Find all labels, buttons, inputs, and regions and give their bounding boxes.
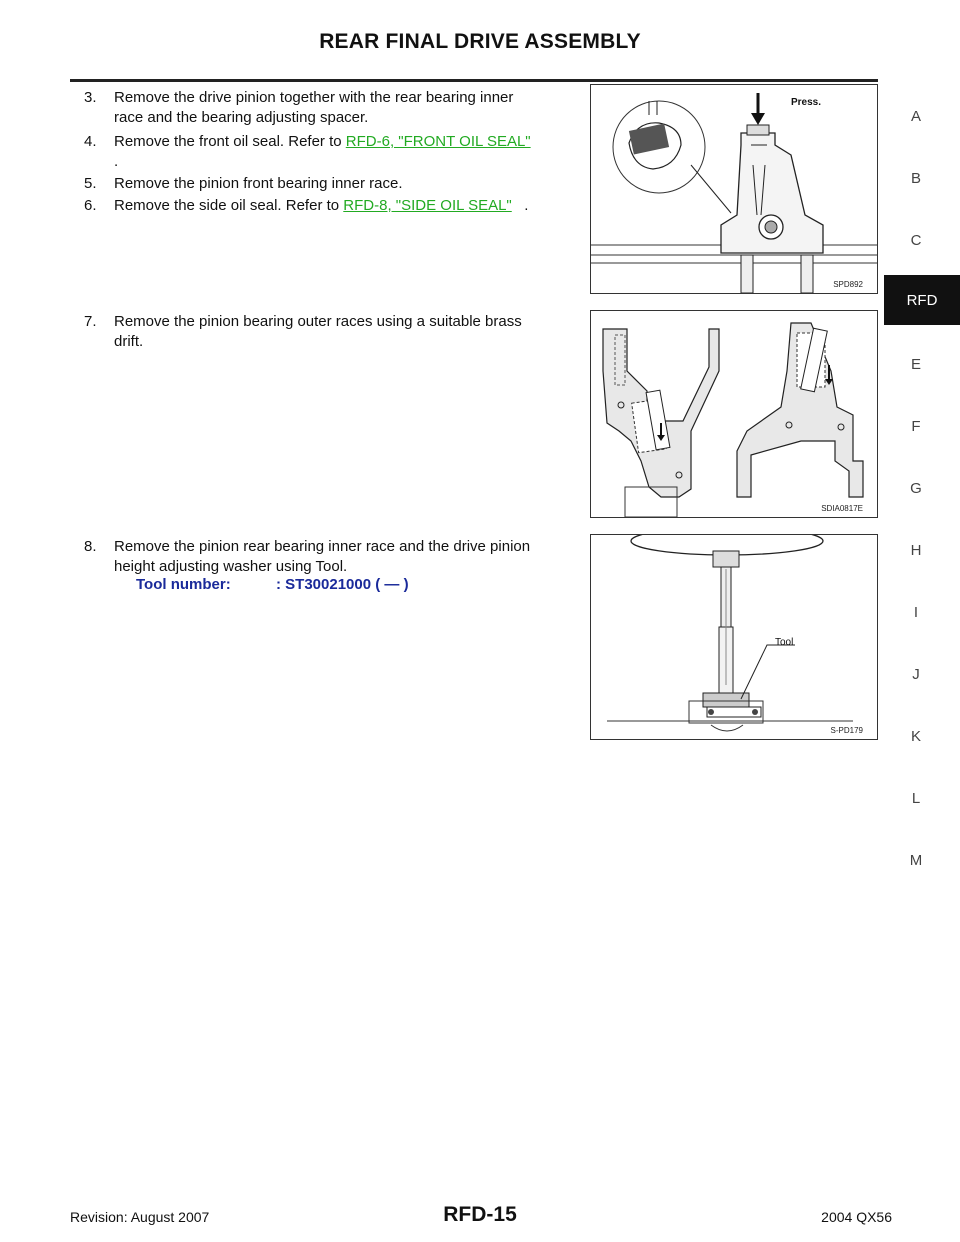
sidebar-letter-b[interactable]: B [910,170,921,187]
sidebar-letter-j[interactable]: J [912,666,920,683]
figure-code: S-PD179 [830,726,863,735]
front-oil-seal-link[interactable]: RFD-6, "FRONT OIL SEAL" [345,133,531,150]
step-8 [80,537,578,577]
sidebar-letter-a[interactable]: A [910,108,921,125]
figure-press-pinion [590,84,878,294]
step-number: 3. [84,89,97,106]
press-callout: Press. [791,97,822,108]
sidebar-letter-f[interactable]: F [911,418,921,435]
step-text-after: . [524,197,529,214]
sidebar-letter-e[interactable]: E [910,356,921,373]
sidebar-letter-m[interactable]: M [909,852,923,869]
tool-number-line [136,576,409,593]
side-oil-seal-link[interactable]: RFD-8, "SIDE OIL SEAL" [343,197,512,214]
outer-races-illustration [591,311,877,517]
footer-model: 2004 QX56 [821,1209,892,1225]
tool-number-label: Tool number: [136,576,231,593]
step-text-line: Remove the pinion bearing outer races using a suitable brass [114,313,522,330]
step-number: 8. [84,538,97,555]
step-text-line: height adjusting washer using Tool. [114,558,348,575]
step-number: 7. [84,313,97,330]
step-text-line: Remove the pinion rear bearing inner race and the drive pinion [114,538,531,555]
tool-number-value: : ST30021000 ( — ) [276,576,409,593]
header-rule [70,79,878,82]
figure-code: SPD892 [833,280,863,289]
sidebar-letter-l[interactable]: L [911,790,921,807]
step-5 [80,174,578,194]
step-number: 6. [84,197,97,214]
press-pinion-illustration [591,85,877,293]
step-text: Remove the front oil seal. Refer to [114,133,346,150]
figure-outer-races [590,310,878,518]
step-text-line: Remove the drive pinion together with the rear bearing inner [114,89,514,106]
tool-illustration [591,535,877,739]
sidebar-letter-k[interactable]: K [910,728,921,745]
step-text: Remove the pinion front bearing inner race. [114,175,403,192]
step-text: Remove the side oil seal. Refer to [114,197,344,214]
step-3 [80,88,578,128]
step-4 [80,132,578,172]
figure-tool [590,534,878,740]
page-title: REAR FINAL DRIVE ASSEMBLY [319,30,641,53]
step-number: 5. [84,175,97,192]
step-text-line: race and the bearing adjusting spacer. [114,109,369,126]
step-number: 4. [84,133,97,150]
sidebar-tab-rfd-active[interactable]: RFD [884,275,960,325]
footer-page-number: RFD-15 [443,1203,517,1226]
step-text-line: drift. [114,333,144,350]
step-text-after: . [114,153,119,170]
tool-callout: Tool [775,637,794,648]
step-6 [80,196,578,216]
sidebar-letter-i[interactable]: I [913,604,919,621]
sidebar-letter-c[interactable]: C [910,232,922,249]
footer-revision: Revision: August 2007 [70,1209,210,1225]
sidebar-letter-h[interactable]: H [910,542,922,559]
figure-code: SDIA0817E [821,504,863,513]
sidebar-letter-g[interactable]: G [910,480,922,497]
step-7 [80,312,578,352]
